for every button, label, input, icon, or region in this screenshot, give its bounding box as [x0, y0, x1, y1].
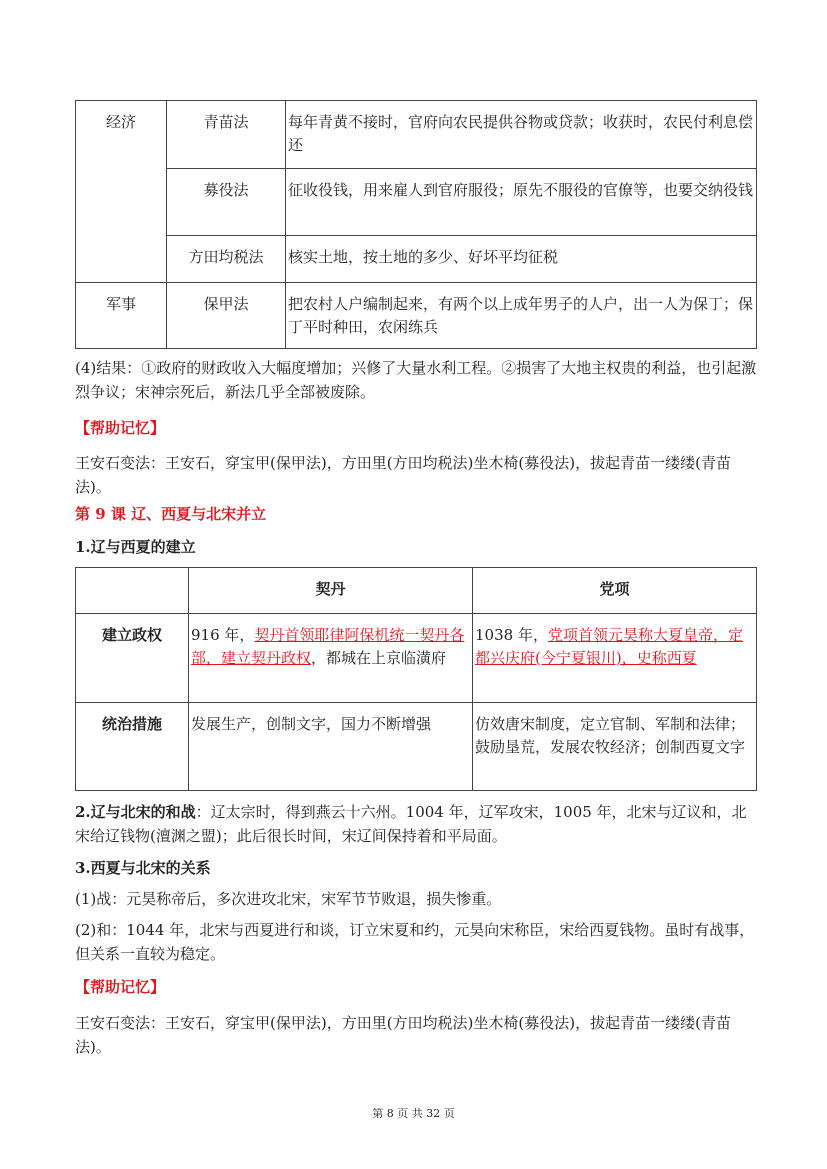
- empty-cell: [76, 568, 189, 614]
- category-cell: 经济: [76, 101, 167, 283]
- table-row: [76, 101, 757, 169]
- law-cell: 方田均税法: [167, 236, 286, 283]
- section-heading: 1.辽与西夏的建立: [75, 538, 196, 556]
- khitan-cell: [189, 614, 473, 703]
- desc-cell: 征收役钱，用来雇人到官府服役；原先不服役的官僚等，也要交纳役钱: [286, 169, 757, 236]
- header-tangut: 党项: [473, 568, 757, 614]
- tangut-cell: 仿效唐宋制度，定立官制、军制和法律；鼓励垦荒，发展农牧经济；创制西夏文字: [473, 703, 757, 791]
- category-cell: 军事: [76, 283, 167, 349]
- header-khitan: 契丹: [189, 568, 473, 614]
- table-row: [76, 703, 757, 791]
- section-heading: 2.辽与北宋的和战: [75, 803, 196, 821]
- khitan-cell: 发展生产，创制文字，国力不断增强: [189, 703, 473, 791]
- tangut-cell: [473, 614, 757, 703]
- wang-anshi-reform-table: [75, 100, 757, 349]
- table-row: [76, 614, 757, 703]
- peace-paragraph: (2)和：1044 年，北宋与西夏进行和谈，订立宋夏和约，元昊向宋称臣，宋给西夏钱物。虽时有战事，但关系一直较为稳定。: [75, 921, 755, 963]
- desc-cell: 核实土地，按土地的多少、好坏平均征税: [286, 236, 757, 283]
- memory-text: 王安石变法：王安石，穿宝甲(保甲法)，方田里(方田均税法)坐木椅(募役法)，拔起青苗一缕缕(青苗法)。: [75, 454, 731, 496]
- law-cell: 保甲法: [167, 283, 286, 349]
- text: ，都城在上京临潢府: [311, 649, 447, 667]
- liao-xixia-table: [75, 567, 757, 791]
- table-row: [76, 283, 757, 349]
- row-label: 建立政权: [76, 614, 189, 703]
- text: 1038 年，: [475, 626, 548, 644]
- highlight-text: 契丹首领耶律阿保机统一契丹各部，建立契丹政权: [191, 626, 465, 667]
- table-row: [76, 568, 757, 614]
- lesson-title: 第 9 课 辽、西夏与北宋并立: [75, 505, 267, 523]
- memory-heading: 【帮助记忆】: [75, 978, 166, 996]
- memory-text: 王安石变法：王安石，穿宝甲(保甲法)，方田里(方田均税法)坐木椅(募役法)，拔起青苗一缕缕(青苗法)。: [75, 1014, 731, 1056]
- memory-heading: 【帮助记忆】: [75, 419, 166, 437]
- text: 916 年，: [191, 626, 255, 644]
- highlight-text: 党项首领元昊称大夏皇帝，定都兴庆府(今宁夏银川)，史称西夏: [475, 626, 743, 667]
- desc-cell: 每年青黄不接时，官府向农民提供谷物或贷款；收获时，农民付利息偿还: [286, 101, 757, 169]
- war-paragraph: (1)战：元昊称帝后，多次进攻北宋，宋军节节败退，损失惨重。: [75, 890, 502, 908]
- desc-cell: 把农村人户编制起来，有两个以上成年男子的人户，出一人为保丁；保丁平时种田，农闲练兵: [286, 283, 757, 349]
- section2-paragraph: [75, 800, 760, 848]
- law-cell: 青苗法: [167, 101, 286, 169]
- section-heading: 3.西夏与北宋的关系: [75, 859, 211, 877]
- result-paragraph: (4)结果：①政府的财政收入大幅度增加；兴修了大量水利工程。②损害了大地主权贵的利益，也引起激烈争议；宋神宗死后，新法几乎全部被废除。: [75, 359, 757, 401]
- page-footer: 第 8 页 共 32 页: [372, 1107, 455, 1120]
- row-label: 统治措施: [76, 703, 189, 791]
- text: ：辽太宗时，得到燕云十六州。1004 年，辽军攻宋，1005 年，北宋与辽议和，北宋给辽钱物(澶渊之盟)；此后很长时间，宋辽间保持着和平局面。: [75, 803, 747, 845]
- table-row: [76, 169, 757, 236]
- law-cell: 募役法: [167, 169, 286, 236]
- table-row: [76, 236, 757, 283]
